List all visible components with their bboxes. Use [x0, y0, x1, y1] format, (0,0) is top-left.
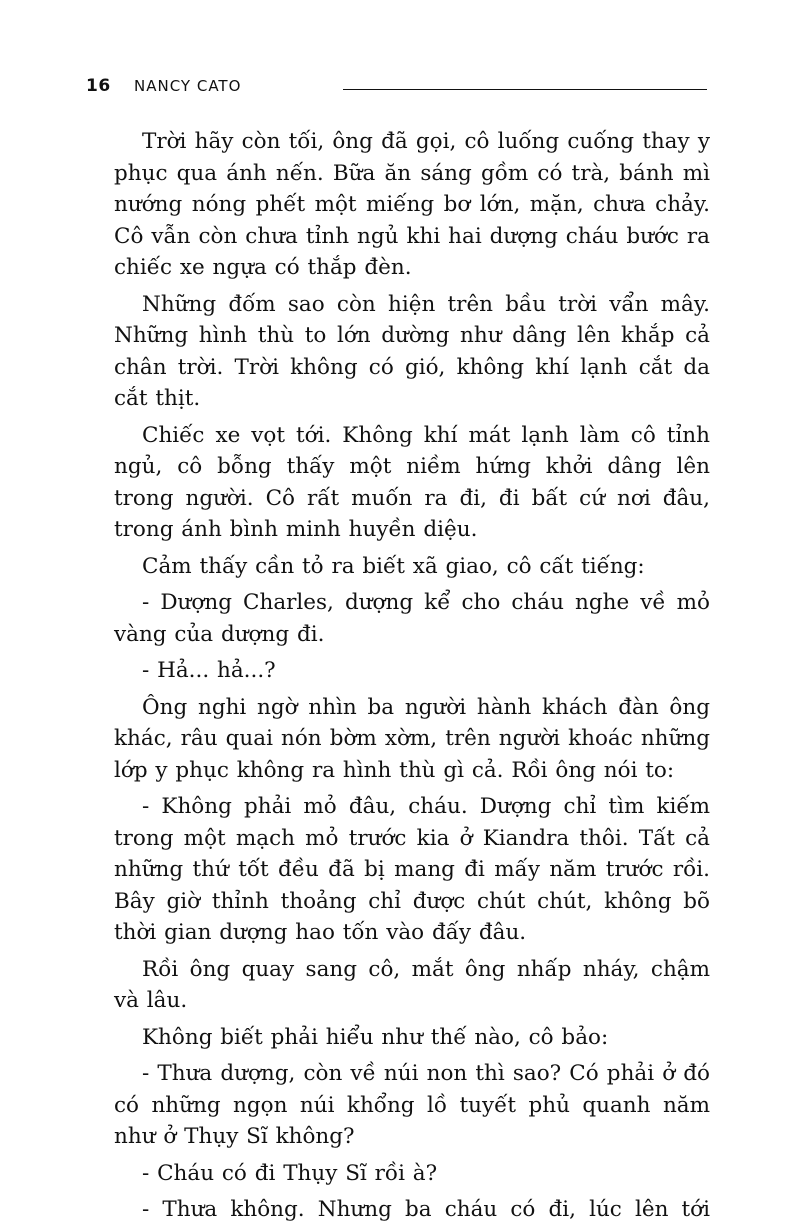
header-rule — [343, 89, 707, 90]
dialogue-line: - Không phải mỏ đâu, cháu. Dượng chỉ tìm kiếm trong một mạch mỏ trước kia ở Kiandra thôi. Tất cả những thứ tốt đều đã bị mang đi mấy năm trước rồi. Bây giờ thỉnh thoảng chỉ được chút chút, không bõ thời gian dượng hao tốn vào đấy đâu. — [114, 794, 710, 945]
body-text — [114, 126, 710, 1231]
dialogue-line: - Dượng Charles, dượng kể cho cháu nghe về mỏ vàng của dượng đi. — [114, 590, 710, 647]
paragraph: Cảm thấy cần tỏ ra biết xã giao, cô cất tiếng: — [142, 553, 645, 579]
running-header — [86, 72, 708, 102]
dialogue-line: - Thưa dượng, còn về núi non thì sao? Có phải ở đó có những ngọn núi khổng lồ tuyết phủ quanh năm như ở Thụy Sĩ không? — [114, 1061, 710, 1149]
paragraph: Ông nghi ngờ nhìn ba người hành khách đàn ông khác, râu quai nón bờm xờm, trên người khoác những lớp y phục không ra hình thù gì cả. Rồi ông nói to: — [114, 694, 710, 783]
paragraph: Trời hãy còn tối, ông đã gọi, cô luống cuống thay y phục qua ánh nến. Bữa ăn sáng gồm có trà, bánh mì nướng nóng phết một miếng bơ lớn, mặn, chưa chảy. Cô vẫn còn chưa tỉnh ngủ khi hai dượng cháu bước ra chiếc xe ngựa có thắp đèn. — [114, 129, 710, 280]
paragraph: Không biết phải hiểu như thế nào, cô bảo: — [142, 1024, 609, 1050]
dialogue-line: - Hả... hả...? — [142, 658, 276, 683]
paragraph: Rồi ông quay sang cô, mắt ông nhấp nháy, chậm và lâu. — [114, 956, 710, 1013]
page-number: 16 — [86, 76, 111, 96]
dialogue-line: - Thưa không. Nhưng ba cháu có đi, lúc lên tới — [142, 1197, 710, 1222]
paragraph: Những đốm sao còn hiện trên bầu trời vẩn mây. Những hình thù to lớn dường như dâng lên khắp cả chân trời. Trời không có gió, không khí lạnh cắt da cắt thịt. — [114, 291, 710, 411]
dialogue-line: - Cháu có đi Thụy Sĩ rồi à? — [142, 1160, 438, 1186]
author-name: NANCY CATO — [134, 77, 242, 95]
paragraph: Chiếc xe vọt tới. Không khí mát lạnh làm cô tỉnh ngủ, cô bỗng thấy một niềm hứng khởi dâng lên trong người. Cô rất muốn ra đi, đi bất cứ nơi đâu, trong ánh bình minh huyền diệu. — [114, 422, 710, 542]
